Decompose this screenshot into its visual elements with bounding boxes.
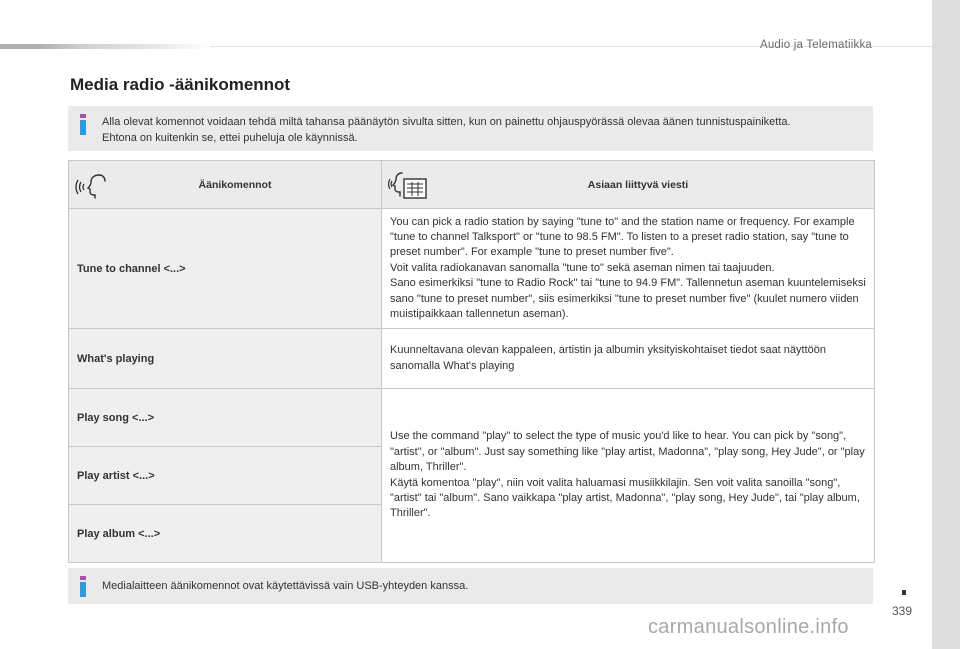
info-text: Medialaitteen äänikomennot ovat käytettävissä vain USB-yhteyden kanssa.: [102, 580, 469, 592]
message-paragraph: Käytä komentoa "play", niin voit valita haluamasi musiikkilajin. Sen voit valita sanoilla "song", "artist" tai "album". Sano vaikkapa "play artist, Madonna", "play song, Hey Jude", tai "play album, Thriller".: [390, 476, 860, 520]
message-cell-shared: [382, 389, 875, 563]
header-accent-bar: [0, 44, 210, 49]
page-marker: [902, 590, 906, 595]
speaking-head-with-screen-icon: [388, 169, 428, 201]
page-number: 339: [891, 604, 912, 618]
table-row: [69, 389, 875, 447]
message-paragraph: Sano esimerkiksi "tune to Radio Rock" tai "tune to 94.9 FM". Tallennetun aseman kuuntelemiseksi sano "tune to preset number", siis esimerkiksi "tune to preset number five" (kuulet numero viiden muistipaikkaan tallennetun aseman).: [390, 277, 866, 321]
table-header-row: [69, 161, 875, 209]
watermark-text: carmanualsonline.info: [648, 616, 849, 638]
speaking-head-icon: [75, 169, 109, 201]
message-paragraph: Use the command "play" to select the type of music you'd like to hear. You can pick by "song", "artist", or "album". Just say something like "play artist, Madonna", "play song, Hey Jude", or "play album, Thriller".: [390, 430, 865, 474]
table-row: [69, 209, 875, 329]
section-header: Audio ja Telematiikka: [759, 39, 872, 51]
message-cell: [382, 209, 875, 329]
table-row: [69, 329, 875, 389]
voice-command-table: [68, 160, 875, 563]
command-cell: What's playing: [69, 329, 382, 389]
command-cell: Play album <...>: [69, 505, 382, 563]
message-paragraph: Voit valita radiokanavan sanomalla "tune to" sekä aseman nimen tai taajuuden.: [390, 261, 775, 274]
command-cell: Tune to channel <...>: [69, 209, 382, 329]
side-thumb-strip: [932, 0, 960, 649]
command-cell: Play song <...>: [69, 389, 382, 447]
info-text-line-1: Alla olevat komennot voidaan tehdä miltä tahansa päänäytön sivulta sitten, kun on painettu ohjauspyörässä olevaa äänen tunnistuspainiketta.: [102, 116, 791, 128]
page-title: Media radio -äänikomennot: [70, 75, 291, 94]
info-text-line-2: Ehtona on kuitenkin se, ettei puheluja ole käynnissä.: [102, 132, 358, 144]
col-header-message-label: Asiaan liittyvä viesti: [587, 178, 689, 191]
command-cell: Play artist <...>: [69, 447, 382, 505]
info-box-bottom: [68, 568, 873, 604]
message-paragraph: You can pick a radio station by saying "tune to" and the station name or frequency. For example "tune to channel Talksport" or "tune to 98.5 FM". To listen to a preset radio station, say "tune to preset number". For example "tune to preset number five".: [390, 215, 855, 259]
info-icon: [80, 114, 86, 136]
info-box-top: [68, 106, 873, 151]
col-header-message: [382, 161, 875, 209]
col-header-command-label: Äänikomennot: [198, 178, 272, 191]
message-cell: Kuunneltavana olevan kappaleen, artistin ja albumin yksityiskohtaiset tiedot saat näyttöön sanomalla What's playing: [382, 329, 875, 389]
info-icon: [80, 576, 86, 598]
col-header-command: [69, 161, 382, 209]
